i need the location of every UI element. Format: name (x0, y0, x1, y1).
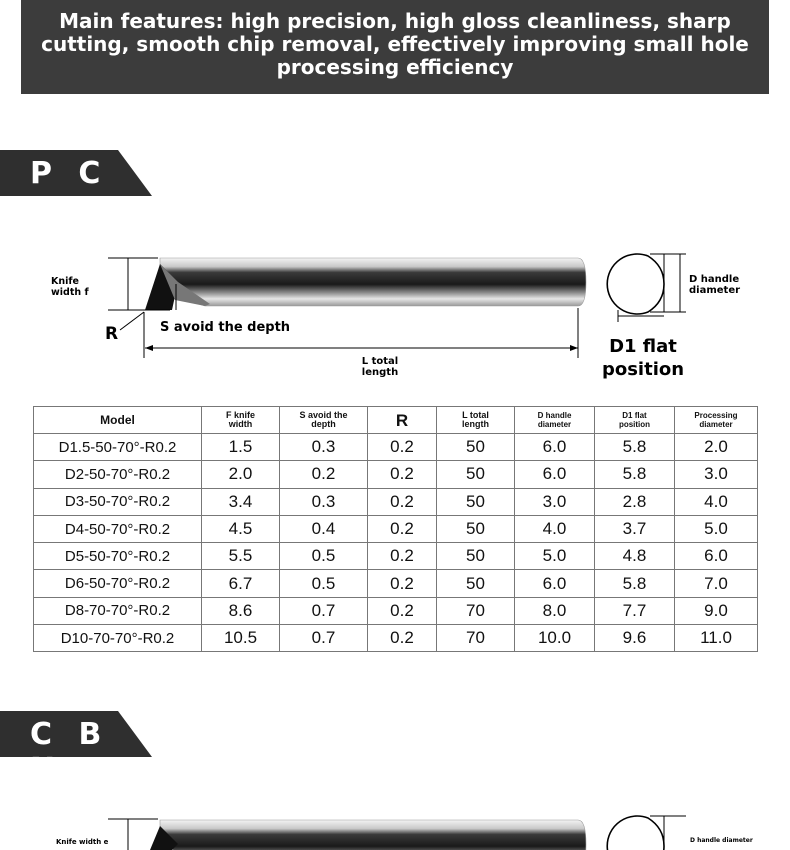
pcd-tool-diagram (0, 240, 790, 406)
cell: 3.0 (675, 461, 758, 488)
header-p-line-2: diameter (699, 420, 733, 429)
cell: 3.4 (202, 488, 280, 515)
header-d1-flat-position (595, 407, 675, 434)
header-f-line-1: F knife (225, 410, 255, 420)
header-d-line-2: diameter (537, 420, 572, 429)
cell: 0.5 (280, 543, 368, 570)
cell: 4.0 (515, 515, 595, 542)
header-d-line-1: D handle (537, 411, 572, 420)
banner-line-1: Main features: high precision, high gloss cleanliness, sharp (59, 9, 731, 33)
section-title-pcd: P C D (30, 156, 109, 226)
cell: 6.0 (515, 570, 595, 597)
table-row (34, 461, 758, 488)
cell: 5.0 (675, 515, 758, 542)
cell: 5.8 (595, 461, 675, 488)
d-handle-diameter-label (689, 274, 740, 296)
cell: 0.2 (368, 597, 437, 624)
cell: 11.0 (675, 625, 758, 652)
cell: 4.5 (202, 515, 280, 542)
table-row (34, 570, 758, 597)
table-header-row (34, 407, 758, 434)
section-tag-cbn (0, 711, 152, 787)
header-d1-line-2: position (618, 420, 651, 429)
pcd-spec-table (33, 406, 758, 652)
l-label-line-1: L total (361, 356, 399, 367)
header-p-line-1: Processing (694, 411, 738, 420)
header-processing-diameter (675, 407, 758, 434)
cell: 2.0 (202, 461, 280, 488)
cell: 5.8 (595, 570, 675, 597)
cell: 0.3 (280, 488, 368, 515)
cell: 0.2 (368, 515, 437, 542)
d-label-line-2: diameter (689, 285, 741, 296)
d1-label-line-2: position (601, 359, 685, 380)
header-l-line-1: L total (462, 410, 489, 420)
table-row (34, 515, 758, 542)
cell-model: D8-70-70°-R0.2 (34, 597, 202, 624)
cell: 0.2 (368, 434, 437, 461)
cell: 10.5 (202, 625, 280, 652)
tool-drawing (0, 800, 790, 850)
cell: 0.3 (280, 434, 368, 461)
cell: 0.2 (368, 461, 437, 488)
l-label-line-2: length (361, 367, 399, 378)
cell: 3.7 (595, 515, 675, 542)
table-row (34, 597, 758, 624)
cbn-tool-diagram (0, 800, 790, 850)
header-s-line-2: depth (311, 419, 336, 429)
cell: 1.5 (202, 434, 280, 461)
cell-model: D2-50-70°-R0.2 (34, 461, 202, 488)
cell: 0.2 (368, 625, 437, 652)
cell-model: D6-50-70°-R0.2 (34, 570, 202, 597)
tool-drawing (0, 240, 790, 406)
cell: 2.8 (595, 488, 675, 515)
cell: 6.7 (202, 570, 280, 597)
cell-model: D10-70-70°-R0.2 (34, 625, 202, 652)
cell-model: D3-50-70°-R0.2 (34, 488, 202, 515)
cell: 50 (437, 570, 515, 597)
header-s-avoid-depth (280, 407, 368, 434)
banner-line-3: processing efficiency (276, 55, 514, 79)
cell: 4.8 (595, 543, 675, 570)
header-l-line-2: length (462, 419, 489, 429)
section-title-cbn: C B N (30, 717, 110, 787)
table-row (34, 434, 758, 461)
cell: 8.6 (202, 597, 280, 624)
cell: 50 (437, 488, 515, 515)
table-row (34, 543, 758, 570)
cell: 0.2 (368, 543, 437, 570)
header-d-handle-diameter (515, 407, 595, 434)
header-s-line-1: S avoid the (299, 410, 348, 420)
cbn-knife-width-label: Knife width e (56, 838, 109, 846)
cell: 2.0 (675, 434, 758, 461)
cell: 7.7 (595, 597, 675, 624)
cell: 5.0 (515, 543, 595, 570)
cell: 70 (437, 597, 515, 624)
cell: 70 (437, 625, 515, 652)
knife-width-line-2: width f (51, 287, 89, 298)
header-model: Model (34, 407, 202, 434)
cell: 0.7 (280, 597, 368, 624)
knife-width-label (51, 276, 89, 298)
cell: 0.2 (368, 488, 437, 515)
cbn-d-handle-diameter-label: D handle diameter (690, 837, 753, 844)
d1-flat-position-label (598, 335, 688, 381)
cell: 0.5 (280, 570, 368, 597)
cell: 6.0 (675, 543, 758, 570)
cell: 10.0 (515, 625, 595, 652)
cell: 6.0 (515, 434, 595, 461)
cell: 9.6 (595, 625, 675, 652)
cell: 50 (437, 515, 515, 542)
table-row (34, 625, 758, 652)
header-f-knife-width (202, 407, 280, 434)
cell: 9.0 (675, 597, 758, 624)
header-r: R (368, 407, 437, 434)
header-d1-line-1: D1 flat (622, 411, 647, 420)
l-total-length-label (340, 356, 420, 378)
section-tag-pcd (0, 150, 152, 226)
d1-label-line-1: D1 flat (609, 336, 677, 357)
cell-model: D4-50-70°-R0.2 (34, 515, 202, 542)
knife-width-line-1: Knife (51, 276, 79, 287)
cell: 50 (437, 461, 515, 488)
cell: 3.0 (515, 488, 595, 515)
cell: 4.0 (675, 488, 758, 515)
cell: 6.0 (515, 461, 595, 488)
cell: 5.5 (202, 543, 280, 570)
s-avoid-depth-label: S avoid the depth (160, 320, 291, 335)
r-label: R (105, 324, 119, 344)
cell: 0.2 (368, 570, 437, 597)
cell: 50 (437, 543, 515, 570)
cell: 7.0 (675, 570, 758, 597)
cell: 8.0 (515, 597, 595, 624)
cell: 0.4 (280, 515, 368, 542)
cell: 50 (437, 434, 515, 461)
banner-line-2: cutting, smooth chip removal, effectively improving small hole (41, 32, 749, 56)
cell: 0.2 (280, 461, 368, 488)
header-l-total-length (437, 407, 515, 434)
cell: 0.7 (280, 625, 368, 652)
feature-banner (21, 0, 769, 94)
d-label-line-1: D handle (689, 274, 740, 285)
cell-model: D5-50-70°-R0.2 (34, 543, 202, 570)
header-f-line-2: width (228, 419, 253, 429)
cell: 5.8 (595, 434, 675, 461)
cell-model: D1.5-50-70°-R0.2 (34, 434, 202, 461)
table-row (34, 488, 758, 515)
